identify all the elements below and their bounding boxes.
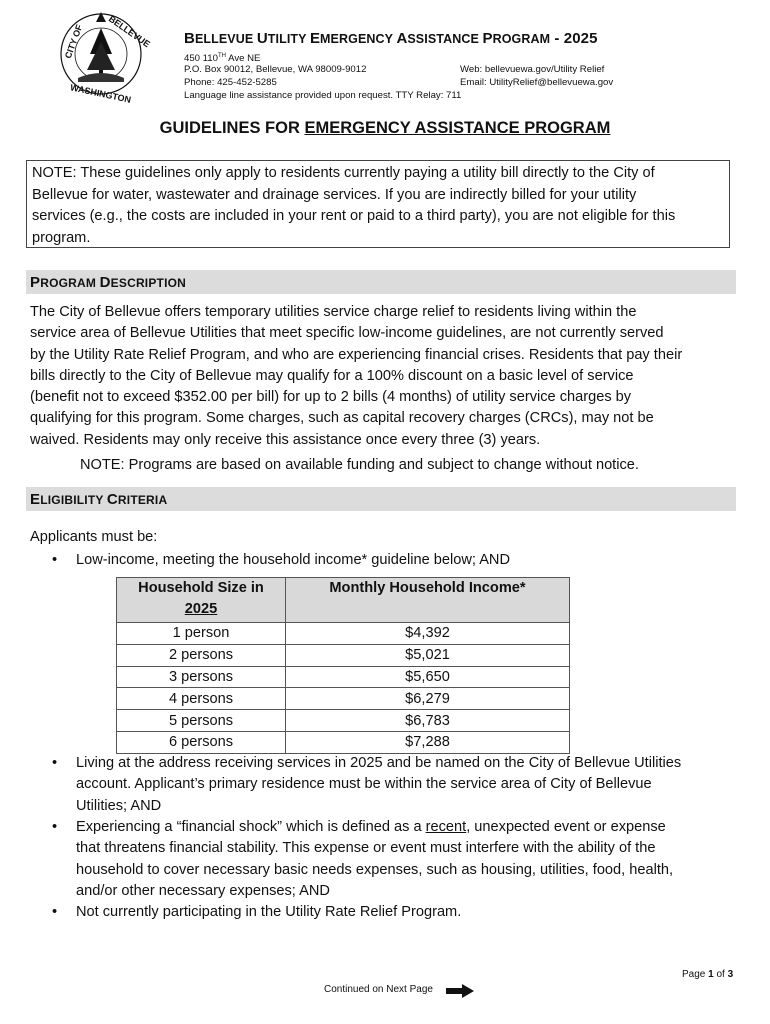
bullet-item-not-participating: • Not currently participating in the Utility Rate Relief Program. xyxy=(52,902,738,923)
street-address: 450 110TH Ave NE xyxy=(184,53,261,65)
table-row: 1 person $4,392 xyxy=(117,623,570,645)
applicants-intro: Applicants must be: xyxy=(30,529,158,545)
bullet-icon: • xyxy=(52,904,58,920)
table-row: 6 persons $7,288 xyxy=(117,731,570,753)
income-guideline-table xyxy=(116,577,570,754)
table-header-household-size: Household Size in 2025 xyxy=(117,578,286,623)
svg-text:WASHINGTON: WASHINGTON xyxy=(69,82,132,105)
contact-line-po-web xyxy=(184,63,704,76)
email-link[interactable]: Email: UtilityRelief@bellevuewa.gov xyxy=(460,77,614,88)
contact-line-phone-email xyxy=(184,76,704,89)
bullet-item-financial-shock: • Experiencing a “financial shock” which is defined as a recent, unexpected event or expense that threatens financial stability. This expense or event must interfere with the ability of the household to cover necessary basic needs expenses, such as housing, utilities, food, health, and/or other necessary expenses; AND xyxy=(52,819,674,899)
bullet-item-low-income: • Low-income, meeting the household income* guideline below; AND xyxy=(52,550,738,571)
bullet-icon: • xyxy=(52,755,58,771)
program-description-text: The City of Bellevue offers temporary utilities service charge relief to residents living within the service area of Bellevue Utilities that meet specific low-income guidelines, are not currently served by the Utility Rate Relief Program, and who are experiencing financial crises. Residents that pay their bills directly to the City of Bellevue may qualify for a 100% discount on a basic level of service (benefit not to exceed $352.00 per bill) for up to 2 bills (4 months) of utility service charges by qualifying for this program. Some charges, such as capital recovery charges (CRCs), may not be waived. Residents may only receive this assistance once every three (3) years. xyxy=(30,304,683,448)
city-seal-logo xyxy=(58,6,152,105)
bullet-icon: • xyxy=(52,819,58,835)
section-heading-program-description: PROGRAM DESCRIPTION xyxy=(26,270,736,294)
note-line: NOTE: These guidelines only apply to residents currently paying a utility bill directly to the City of xyxy=(32,165,655,181)
page-number: Page 1 of 3 xyxy=(682,969,734,980)
letterhead xyxy=(184,30,704,102)
table-header-monthly-income: Monthly Household Income* xyxy=(286,578,570,623)
continued-label: Continued on Next Page xyxy=(324,984,433,995)
program-title: BELLEVUE UTILITY EMERGENCY ASSISTANCE PROGRAM - 2025 xyxy=(184,30,598,47)
eligibility-note-box xyxy=(26,160,730,248)
table-row: 3 persons $5,650 xyxy=(117,666,570,688)
table-row: 4 persons $6,279 xyxy=(117,688,570,710)
note-line: services (e.g., the costs are included in your rent or paid to a third party), you are not eligible for this xyxy=(32,208,676,224)
svg-text:BELLEVUE: BELLEVUE xyxy=(106,13,152,50)
document-title: GUIDELINES FOR EMERGENCY ASSISTANCE PROGRAM xyxy=(159,119,611,137)
language-assistance: Language line assistance provided upon request. TTY Relay: 711 xyxy=(184,90,462,101)
right-arrow-icon xyxy=(446,984,474,998)
funding-note: NOTE: Programs are based on available funding and subject to change without notice. xyxy=(80,457,639,473)
po-box: P.O. Box 90012, Bellevue, WA 98009-9012 xyxy=(184,64,367,75)
phone: Phone: 425-452-5285 xyxy=(184,77,277,88)
section-heading-eligibility-criteria: ELIGIBILITY CRITERIA xyxy=(26,487,736,511)
note-line: program. xyxy=(32,229,91,246)
note-line: Bellevue for water, wastewater and drainage services. If you are indirectly billed for your utility xyxy=(32,186,637,203)
svg-text:CITY OF: CITY OF xyxy=(62,23,85,60)
bullet-icon: • xyxy=(52,552,58,568)
table-row: 5 persons $6,783 xyxy=(117,710,570,732)
web-link[interactable]: Web: bellevuewa.gov/Utility Relief xyxy=(460,64,605,75)
bullet-item-residence: • Living at the address receiving services in 2025 and be named on the City of Bellevue Utilities account. Applicant’s primary residence must be within the service area of City of Bellevue Utilities; AND xyxy=(52,755,682,814)
table-row: 2 persons $5,021 xyxy=(117,644,570,666)
